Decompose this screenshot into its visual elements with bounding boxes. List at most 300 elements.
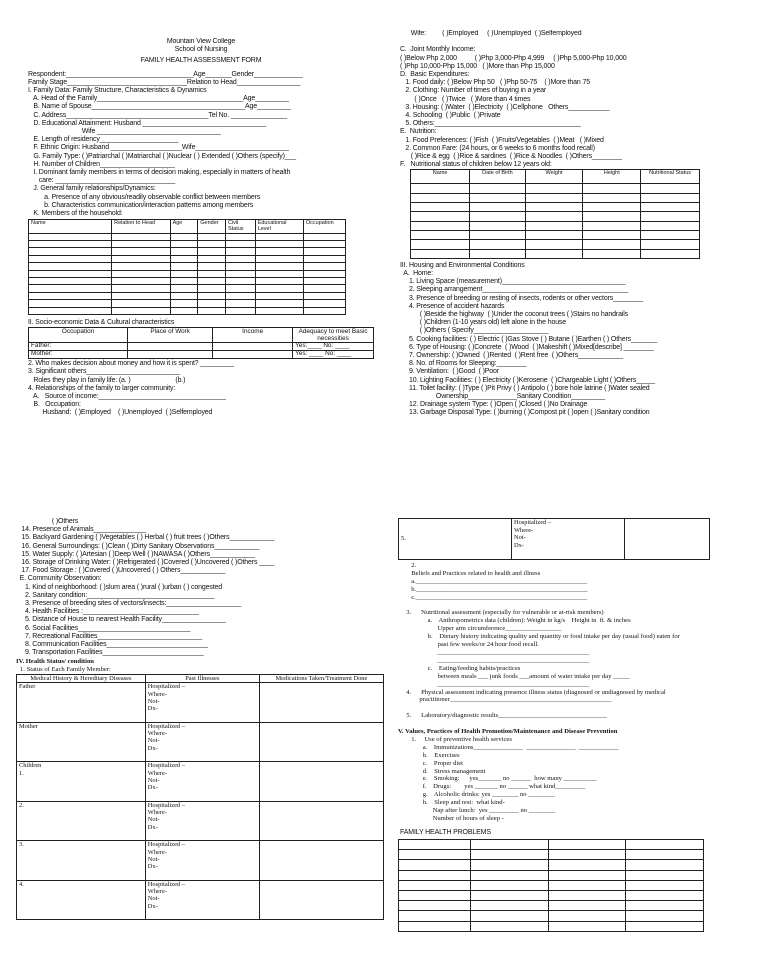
household-row-cell[interactable] — [29, 233, 112, 240]
household-row-cell[interactable] — [170, 248, 198, 255]
nutrition-row-cell[interactable] — [641, 184, 700, 193]
household-header-6: Occupation — [303, 220, 345, 233]
household-row-cell[interactable] — [112, 292, 170, 299]
household-row-cell[interactable] — [225, 300, 255, 307]
health-problem-row-cell[interactable] — [548, 921, 626, 931]
nutrition-row-cell[interactable] — [641, 230, 700, 239]
nutrition-row-cell[interactable] — [411, 203, 470, 212]
socio-row — [29, 351, 374, 359]
environment-line-16: 9. Transportation Facilities___________________________ — [16, 649, 204, 657]
environment-line-1: 14. Presence of Animals______________ — [16, 526, 146, 534]
health-problem-row-cell[interactable] — [548, 840, 626, 850]
housing-section — [400, 262, 760, 418]
household-row-cell[interactable] — [170, 307, 198, 314]
household-row-cell[interactable] — [303, 233, 345, 240]
assessment-line-0: 2. — [398, 562, 417, 569]
household-row-cell[interactable] — [198, 241, 226, 248]
household-row-cell[interactable] — [255, 307, 303, 314]
household-row-cell[interactable] — [198, 263, 226, 270]
health-problem-row-cell[interactable] — [399, 870, 471, 880]
health-problem-row-cell[interactable] — [548, 911, 626, 921]
health-problem-row-cell[interactable] — [399, 880, 471, 890]
nutrition-row-cell[interactable] — [583, 184, 641, 193]
income-line-0: Wife: ( )Employed ( )Unemployed ( )Selfemployed — [400, 30, 582, 37]
household-row-cell[interactable] — [29, 248, 112, 255]
household-row-cell[interactable] — [255, 292, 303, 299]
assessment-line-3: b.____________________________________________________ — [398, 585, 588, 593]
member-status-row — [17, 683, 384, 723]
household-row-cell[interactable] — [225, 263, 255, 270]
medication-cell[interactable] — [259, 683, 383, 723]
nutrition-row-cell[interactable] — [583, 193, 641, 202]
nutrition-row-cell[interactable] — [525, 221, 583, 230]
housing-line-11: 7. Ownership: ( )Owned ( )Rented ( )Rent free ( )Others____________ — [400, 352, 623, 360]
assessment-line-7: a. Anthropometrics data (children): Weight in kg/s Height in ft. & inches — [398, 617, 631, 625]
household-row-cell[interactable] — [198, 255, 226, 262]
member-status-row — [17, 722, 384, 762]
member-name: Mother — [17, 722, 146, 762]
household-row-cell[interactable] — [112, 278, 170, 285]
environment-line-9: 2. Sanitary condition:__________________________________ — [16, 591, 215, 599]
nutrition-row-cell[interactable] — [470, 240, 525, 249]
household-header-0: Name — [29, 220, 112, 233]
family-health-problems-title: FAMILY HEALTH PROBLEMS — [400, 828, 491, 836]
health-problem-row-cell[interactable] — [626, 921, 704, 931]
health-problem-row-cell[interactable] — [399, 901, 471, 911]
housing-line-1: A. Home: — [400, 270, 433, 278]
household-row-cell[interactable] — [303, 278, 345, 285]
housing-line-3: 2. Sleeping arrangement_______________________________________ — [400, 286, 629, 294]
health-problem-row-cell[interactable] — [471, 840, 549, 850]
household-row-cell[interactable] — [29, 300, 112, 307]
member-status-row — [17, 880, 384, 920]
assessment-line-14: between meals ___ junk foods ___amount of water intake per day _____ — [398, 672, 630, 680]
decision-line-4: A. Source of income:__________________________________ — [28, 392, 226, 400]
nutrition-row — [411, 230, 700, 239]
past-illness-cell[interactable] — [145, 762, 259, 802]
health-problem-row-cell[interactable] — [399, 850, 471, 860]
household-header-4: Civil Status — [225, 220, 255, 233]
family-data-line-6: D. Educational Attainment: Husband _________________________________ — [28, 119, 267, 127]
illness-field: Dx- — [147, 744, 158, 752]
nutrition-header-4: Nutritional Status — [641, 170, 700, 184]
household-row-cell[interactable] — [198, 233, 226, 240]
family-data-line-8: E. Length of residency_____________________ — [28, 136, 179, 144]
household-row-cell[interactable] — [170, 263, 198, 270]
health-problem-row-cell[interactable] — [399, 911, 471, 921]
nutrition-row-cell[interactable] — [470, 221, 525, 230]
household-header-2: Age — [170, 220, 198, 233]
health-problem-row-cell[interactable] — [626, 901, 704, 911]
environment-line-13: 6. Social Facilities______________________________ — [16, 624, 191, 632]
past-illness-cell[interactable] — [145, 683, 259, 723]
housing-line-8: ( )Others ( Specify____________________ — [400, 327, 549, 335]
health-problem-row-cell[interactable] — [399, 891, 471, 901]
health-problem-row — [399, 901, 704, 911]
health-status-line-1: 1. Status of Each Family Member: — [20, 666, 111, 674]
household-members-table — [28, 219, 346, 315]
income-line-5: D. Basic Expenditures: — [400, 71, 470, 79]
illness-field: Not- — [147, 855, 160, 863]
socio-cell[interactable] — [213, 351, 293, 359]
household-row-cell[interactable] — [170, 292, 198, 299]
assessment-line-15: ______________________________________________ — [398, 680, 590, 688]
illness-field: Not- — [514, 534, 526, 542]
form-title: FAMILY HEALTH ASSESSMENT FORM — [140, 57, 262, 65]
household-row-cell[interactable] — [255, 241, 303, 248]
household-row-cell[interactable] — [112, 248, 170, 255]
household-row-cell[interactable] — [112, 285, 170, 292]
nutrition-row — [411, 193, 700, 202]
medication-cell[interactable] — [259, 880, 383, 920]
past-illness-cell[interactable] — [145, 801, 259, 841]
health-problem-row-cell[interactable] — [626, 860, 704, 870]
household-row-cell[interactable] — [225, 285, 255, 292]
assessment-line-10: past few weeks/or 24 hour food recall. — [398, 641, 539, 649]
child-nutrition-table — [410, 169, 700, 258]
nutrition-row — [411, 203, 700, 212]
household-row-cell[interactable] — [198, 292, 226, 299]
nutrition-row-cell[interactable] — [583, 203, 641, 212]
income-line-13: 1. Food Preferences: ( )Fish ( )Fruits/Vegetables ( )Meat ( )Mixed — [400, 136, 604, 144]
health-problem-row-cell[interactable] — [471, 870, 549, 880]
environment-line-8: 1. Kind of neighborhood: ( )slum area ( )rural ( )urban ( ) congested — [16, 583, 223, 591]
nutrition-row-cell[interactable] — [411, 212, 470, 221]
nutrition-row-cell[interactable] — [411, 249, 470, 258]
nutrition-row-cell[interactable] — [525, 249, 583, 258]
family-data-line-13: care: ________________________________ — [28, 177, 176, 185]
health-problem-row-cell[interactable] — [471, 860, 549, 870]
socio-cell[interactable]: Yes:____ No: ____ — [293, 343, 374, 351]
household-row-cell[interactable] — [112, 307, 170, 314]
health-problem-row-cell[interactable] — [626, 870, 704, 880]
health-problem-row-cell[interactable] — [471, 901, 549, 911]
household-row-cell[interactable] — [29, 255, 112, 262]
illness-field: Where- — [147, 848, 167, 856]
decision-line-2: Roles they play in family life: (a. ) (b.) — [28, 376, 186, 384]
medication-cell[interactable] — [259, 801, 383, 841]
family-data-line-9: F. Ethnic Origin: Husband ___________________Wife_________________________ — [28, 144, 289, 152]
medication-cell[interactable] — [625, 519, 710, 560]
nutrition-row-cell[interactable] — [525, 184, 583, 193]
household-row-cell[interactable] — [255, 248, 303, 255]
health-problem-row — [399, 921, 704, 931]
household-row-cell[interactable] — [29, 307, 112, 314]
household-row-cell[interactable] — [303, 300, 345, 307]
household-row-cell[interactable] — [255, 300, 303, 307]
socio-cell[interactable] — [128, 343, 213, 351]
health-problem-row-cell[interactable] — [399, 921, 471, 931]
household-row-cell[interactable] — [225, 292, 255, 299]
health-problem-row-cell[interactable] — [471, 880, 549, 890]
illness-field: Not- — [147, 737, 160, 745]
status-header-1: Past Illnesses — [145, 675, 259, 683]
household-row-cell[interactable] — [170, 233, 198, 240]
illness-field: Where- — [147, 888, 167, 896]
household-row-cell[interactable] — [255, 285, 303, 292]
family-data-line-1: Family Stage________________________________Relation to Head_________________ — [28, 78, 301, 86]
socio-cell[interactable] — [128, 351, 213, 359]
nutrition-row-cell[interactable] — [411, 221, 470, 230]
health-problem-row-cell[interactable] — [626, 840, 704, 850]
household-row-cell[interactable] — [255, 255, 303, 262]
illness-field: Hospitalized – — [147, 683, 185, 691]
family-data-line-10: G. Family Type: ( )Patriarchal ( )Matriarchal ( )Nuclear ( ) Extended ( )Others (specify)___ — [28, 152, 297, 160]
nutrition-row-cell[interactable] — [583, 249, 641, 258]
household-row-cell[interactable] — [112, 300, 170, 307]
illness-field: Hospitalized – — [147, 762, 185, 770]
assessment-line-27: e. Smoking: yes_______ no ______ how many __________ — [398, 775, 597, 783]
member-name: 3. — [17, 841, 146, 881]
health-problem-row-cell[interactable] — [548, 891, 626, 901]
nutrition-row-cell[interactable] — [470, 203, 525, 212]
household-row-cell[interactable] — [198, 248, 226, 255]
status-header-0: Medical History & Hereditary Diseases — [17, 675, 146, 683]
health-problem-row-cell[interactable] — [471, 911, 549, 921]
nutrition-row-cell[interactable] — [470, 193, 525, 202]
household-row-cell[interactable] — [29, 241, 112, 248]
household-row-cell[interactable] — [303, 248, 345, 255]
nutrition-row-cell[interactable] — [470, 249, 525, 258]
household-row-cell[interactable] — [225, 307, 255, 314]
household-row-cell[interactable] — [29, 278, 112, 285]
nutrition-row-cell[interactable] — [525, 203, 583, 212]
member-name: 4. — [17, 880, 146, 920]
nutrition-row-cell[interactable] — [525, 230, 583, 239]
housing-line-14: 10. Lighting Facilities: ( ) Electricity ( )Kerosene ( )Chargeable Light ( )Others_____ — [400, 376, 655, 384]
illness-field: Dx- — [147, 902, 158, 910]
income-line-15: ( )Rice & egg ( )Rice & sardines ( )Rice & Noodles ( )Others________ — [400, 153, 622, 161]
household-row-cell[interactable] — [29, 292, 112, 299]
member-name: Father — [17, 683, 146, 723]
household-row-cell[interactable] — [255, 233, 303, 240]
medication-cell[interactable] — [259, 722, 383, 762]
nutrition-row-cell[interactable] — [470, 230, 525, 239]
nutrition-header-1: Date of Birth — [470, 170, 525, 184]
environment-line-12: 5. Distance of House to nearest Health Facility_________________ — [16, 616, 226, 624]
environment-line-14: 7. Recreational Facilities____________________________ — [16, 632, 203, 640]
household-row-cell[interactable] — [303, 285, 345, 292]
assessment-line-2: a.____________________________________________________ — [398, 577, 588, 585]
past-illness-cell[interactable] — [145, 722, 259, 762]
household-row-cell[interactable] — [255, 263, 303, 270]
health-problem-row — [399, 891, 704, 901]
nutrition-row-cell[interactable] — [525, 212, 583, 221]
nutrition-row-cell[interactable] — [525, 193, 583, 202]
nutrition-row-cell[interactable] — [641, 212, 700, 221]
environment-line-0: ( )Others — [16, 518, 79, 525]
health-problem-row-cell[interactable] — [626, 880, 704, 890]
household-row — [29, 248, 346, 255]
assessment-line-11: ______________________________________________ — [398, 648, 590, 656]
illness-field: Where- — [147, 769, 167, 777]
nutrition-row-cell[interactable] — [411, 230, 470, 239]
household-row-cell[interactable] — [225, 255, 255, 262]
family-data-section — [28, 71, 374, 219]
socio-cell[interactable]: Yes: ____ No: ____ — [293, 351, 374, 359]
household-row-cell[interactable] — [170, 241, 198, 248]
decision-line-1: 3. Significant others_________________________ — [28, 368, 180, 376]
household-row-cell[interactable] — [225, 248, 255, 255]
family-data-line-7: Wife _________________________________ — [28, 128, 221, 136]
household-row-cell[interactable] — [225, 278, 255, 285]
household-row-cell[interactable] — [225, 270, 255, 277]
health-problem-row-cell[interactable] — [471, 850, 549, 860]
household-row-cell[interactable] — [29, 263, 112, 270]
nutrition-row-cell[interactable] — [583, 230, 641, 239]
assessment-line-26: d. Stress management — [398, 767, 486, 775]
housing-line-17: 12. Drainage system Type: ( )Open ( )Closed ( )No Drainage — [400, 401, 588, 409]
household-row-cell[interactable] — [303, 307, 345, 314]
assessment-line-20 — [398, 720, 762, 728]
household-row-cell[interactable] — [198, 307, 226, 314]
assessment-line-5 — [398, 602, 762, 610]
nutrition-row-cell[interactable] — [525, 240, 583, 249]
nutrition-row-cell[interactable] — [641, 249, 700, 258]
household-row — [29, 241, 346, 248]
environment-line-10: 3. Presence of breeding sites of vectors/insects:____________________ — [16, 600, 242, 608]
nutrition-row-cell[interactable] — [583, 221, 641, 230]
past-illness-cell[interactable] — [512, 519, 625, 560]
health-problem-row-cell[interactable] — [548, 850, 626, 860]
nutrition-header-0: Name — [411, 170, 470, 184]
household-row-cell[interactable] — [225, 241, 255, 248]
household-row-cell[interactable] — [112, 263, 170, 270]
health-problem-row-cell[interactable] — [548, 870, 626, 880]
member-status-row — [17, 801, 384, 841]
household-row-cell[interactable] — [170, 255, 198, 262]
health-problem-row-cell[interactable] — [626, 911, 704, 921]
nutrition-row-cell[interactable] — [470, 212, 525, 221]
illness-field: Dx- — [147, 823, 158, 831]
housing-line-2: 1. Living Space (measurement)_________________________________ — [400, 278, 626, 286]
household-row-cell[interactable] — [170, 278, 198, 285]
nutrition-row-cell[interactable] — [411, 184, 470, 193]
nutrition-row-cell[interactable] — [470, 184, 525, 193]
health-problem-row-cell[interactable] — [471, 891, 549, 901]
assessment-line-24: b. Exercises — [398, 751, 460, 759]
nutrition-row — [411, 184, 700, 193]
socio-cell[interactable] — [213, 343, 293, 351]
housing-line-16: Ownership_____________Sanitary Condition_________ — [400, 393, 605, 401]
medication-cell[interactable] — [259, 762, 383, 802]
household-row — [29, 300, 346, 307]
household-row-cell[interactable] — [112, 241, 170, 248]
nutrition-row-cell[interactable] — [641, 203, 700, 212]
past-illness-cell[interactable] — [145, 880, 259, 920]
health-problem-row — [399, 880, 704, 890]
health-problem-row — [399, 870, 704, 880]
household-header-5: Educational Level — [255, 220, 303, 233]
household-row-cell[interactable] — [303, 255, 345, 262]
nutrition-row-cell[interactable] — [411, 193, 470, 202]
decision-line-0: 2. Who makes decision about money and how it is spent? _________ — [28, 360, 234, 368]
nutrition-row-cell[interactable] — [583, 212, 641, 221]
family-data-line-3: A. Head of the Family_______________________________________Age_________ — [28, 95, 289, 103]
household-row-cell[interactable] — [225, 233, 255, 240]
member-status-row — [17, 841, 384, 881]
health-problem-row-cell[interactable] — [548, 860, 626, 870]
household-row-cell[interactable] — [29, 270, 112, 277]
health-problem-row-cell[interactable] — [471, 921, 549, 931]
household-row-cell[interactable] — [170, 300, 198, 307]
nutrition-row-cell[interactable] — [583, 240, 641, 249]
household-row-cell[interactable] — [112, 270, 170, 277]
family-data-line-12: I. Dominant family members in terms of decision making, especially in matters of health — [28, 169, 291, 177]
household-row-cell[interactable] — [170, 285, 198, 292]
household-row-cell[interactable] — [303, 241, 345, 248]
health-problem-row-cell[interactable] — [626, 891, 704, 901]
household-row-cell[interactable] — [112, 255, 170, 262]
illness-field: Dx- — [514, 541, 524, 549]
housing-line-15: 11. Toilet facility: ( )Type ( )Pit Privy ( ) Antipolo ( ) bore hole latrine ( )Water sealed — [400, 384, 650, 392]
household-row-cell[interactable] — [198, 278, 226, 285]
illness-field: Hospitalized – — [147, 880, 185, 888]
household-row-cell[interactable] — [303, 292, 345, 299]
family-data-line-2: I. Family Data: Family Structure, Characteristics & Dynamics — [28, 87, 207, 95]
health-problem-row-cell[interactable] — [626, 850, 704, 860]
household-row-cell[interactable] — [112, 233, 170, 240]
income-line-1 — [400, 38, 760, 46]
household-row-cell[interactable] — [198, 300, 226, 307]
socio-header-3: Adequacy to meet Basic necessities — [293, 328, 374, 343]
household-row — [29, 278, 346, 285]
household-row-cell[interactable] — [255, 278, 303, 285]
household-header-3: Gender — [198, 220, 226, 233]
illness-field: Dx- — [147, 705, 158, 713]
household-row-cell[interactable] — [303, 270, 345, 277]
household-row-cell[interactable] — [198, 270, 226, 277]
socio-header-0: Occupation — [29, 328, 128, 343]
nutrition-row — [411, 212, 700, 221]
income-line-11: 5. Others:_______________________________________ — [400, 120, 581, 128]
assessment-line-29: g. Alcoholic drinks: yes ________ no ________ — [398, 791, 555, 799]
health-problem-row-cell[interactable] — [548, 880, 626, 890]
illness-field: Where- — [147, 809, 167, 817]
form-header — [28, 38, 374, 66]
health-problem-row-cell[interactable] — [399, 840, 471, 850]
health-status-heading — [16, 658, 388, 674]
assessment-line-12: ______________________________________________ — [398, 656, 590, 664]
college-name: Mountain View College — [166, 38, 236, 45]
past-illness-cell[interactable] — [145, 841, 259, 881]
illness-field: Not- — [147, 697, 160, 705]
household-row-cell[interactable] — [255, 270, 303, 277]
nutrition-row-cell[interactable] — [641, 221, 700, 230]
health-problem-row-cell[interactable] — [399, 860, 471, 870]
nutrition-row-cell[interactable] — [641, 193, 700, 202]
assessment-line-6: 3. Nutritional assessment (especially for vulnerable or at-risk members) — [398, 609, 604, 617]
family-data-line-0: Respondent:__________________________________Age_______Gender_____________ — [28, 70, 303, 78]
assessment-line-21: V. Values, Practices of Health Promotion/Maintenance and Disease Prevention — [398, 728, 618, 736]
nutrition-row-cell[interactable] — [641, 240, 700, 249]
household-row-cell[interactable] — [29, 285, 112, 292]
assessment-line-30: h. Sleep and rest: what kind- — [398, 799, 505, 807]
member-status-row — [399, 519, 710, 560]
household-row-cell[interactable] — [303, 263, 345, 270]
member-5-status-table — [398, 518, 710, 560]
assessment-line-19: 5. Laboratory/diagnostic results_________________________________ — [398, 712, 607, 720]
income-line-10: 4. Schooling ( )Public ( )Private — [400, 112, 501, 120]
assessment-line-32: Number of hours of sleep - — [398, 815, 504, 822]
household-row-cell[interactable] — [170, 270, 198, 277]
household-row-cell[interactable] — [198, 285, 226, 292]
socio-header-2: Income — [213, 328, 293, 343]
nutrition-row-cell[interactable] — [411, 240, 470, 249]
form-page-4 — [398, 518, 762, 973]
medication-cell[interactable] — [259, 841, 383, 881]
health-problem-row-cell[interactable] — [548, 901, 626, 911]
